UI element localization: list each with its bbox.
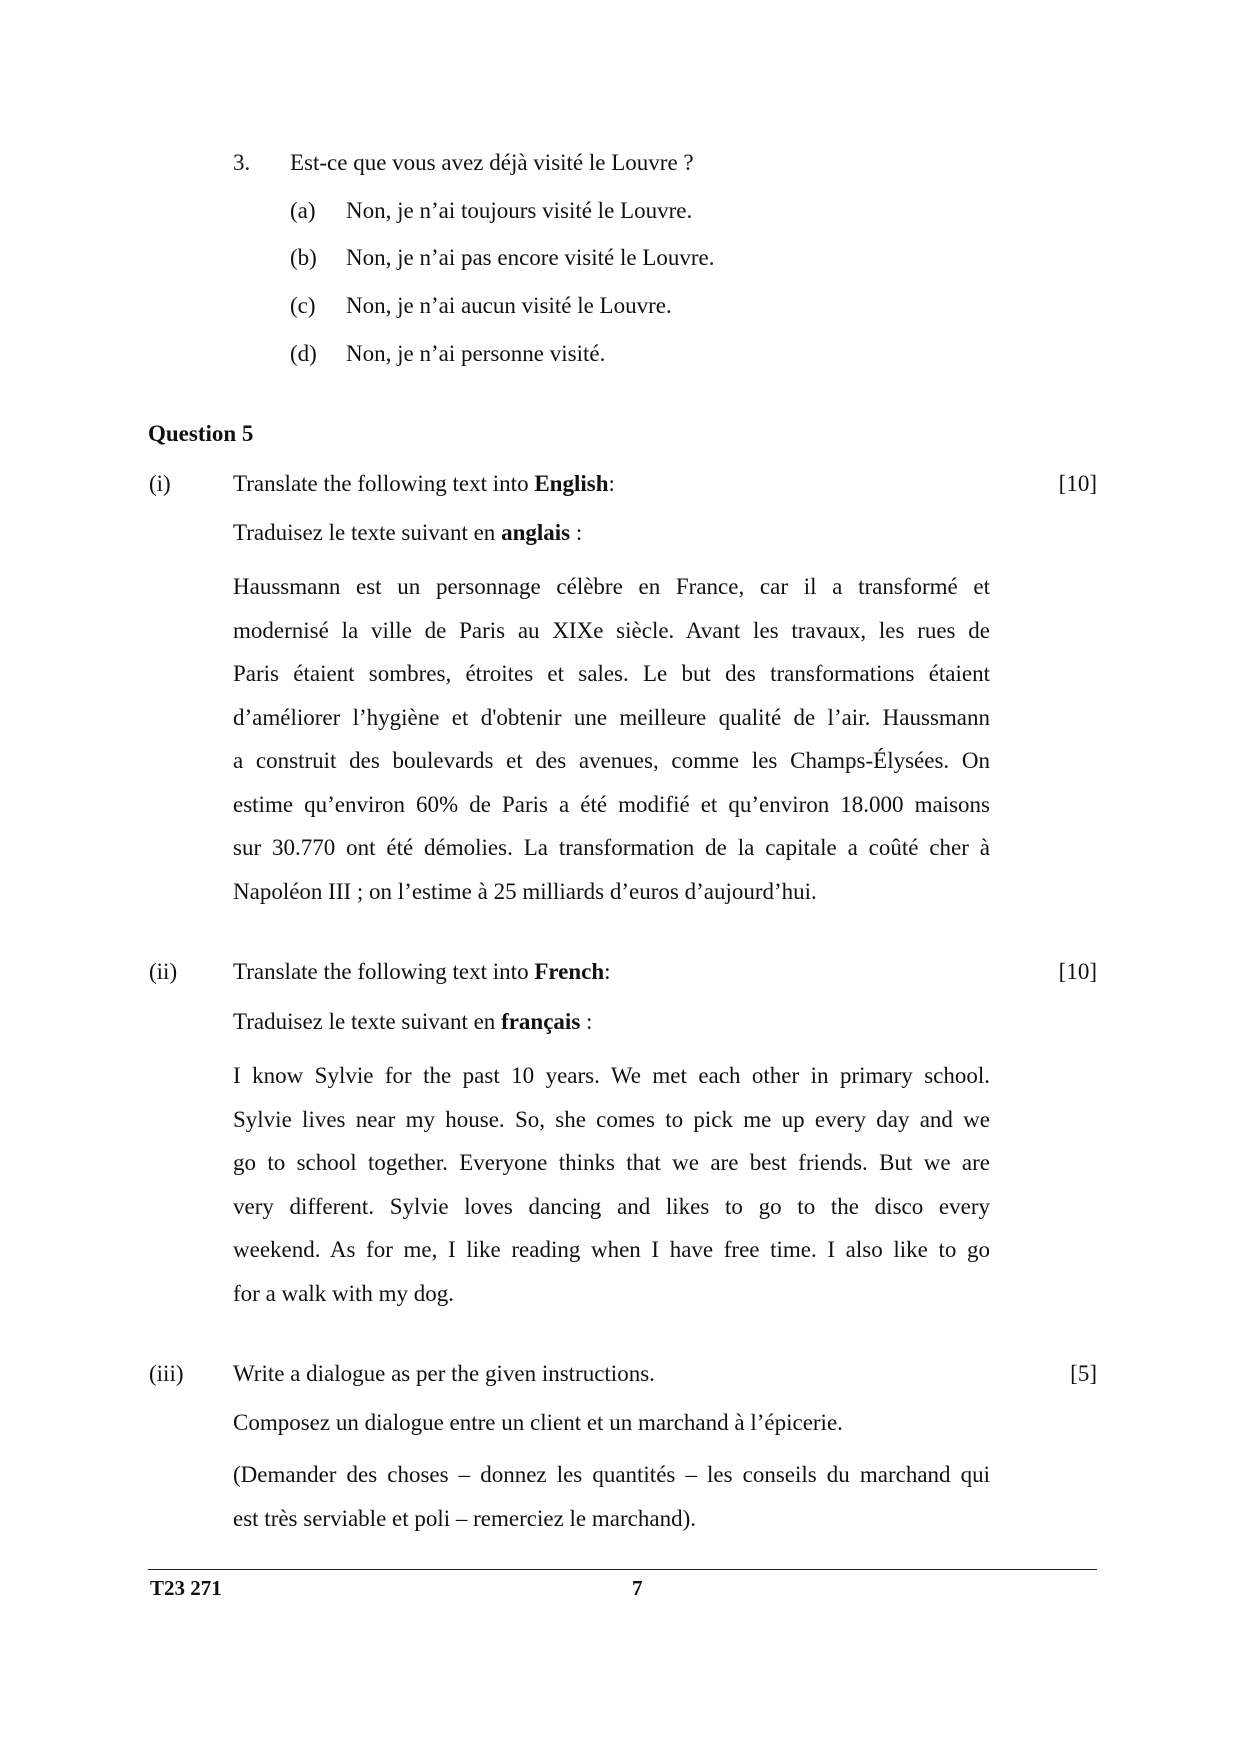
- details-line: (Demander des choses – donnez les quantités – les conseils du marchand qui: [233, 1462, 990, 1487]
- option-c-label: (c): [290, 293, 316, 318]
- part-iii-french-instruction: Composez un dialogue entre un client et un marchand à l’épicerie.: [233, 1410, 843, 1435]
- french-instruction-suffix: :: [580, 1009, 593, 1034]
- passage-line: Paris étaient sombres, étroites et sales. Le but des transformations étaient: [233, 661, 990, 686]
- french-target-language: anglais: [501, 520, 571, 545]
- passage-line: Sylvie lives near my house. So, she comes to pick me up every day and we: [233, 1106, 990, 1132]
- part-iii-details: [233, 1453, 990, 1540]
- footer-divider: [148, 1569, 1097, 1570]
- part-ii-label: (ii): [149, 959, 178, 984]
- passage-line: sur 30.770 ont été démolies. La transformation de la capitale a coûté cher à: [233, 835, 990, 860]
- passage-line: modernisé la ville de Paris au XIXe siècle. Avant les travaux, les rues de: [233, 617, 990, 643]
- part-iii-label: (iii): [149, 1361, 184, 1386]
- paper-code: T23 271: [150, 1576, 222, 1600]
- passage-line: for a walk with my dog.: [233, 1280, 455, 1306]
- passage-line: d’améliorer l’hygiène et d'obtenir une meilleure qualité de l’air. Haussmann: [233, 704, 990, 730]
- part-i-marks: [10]: [1058, 471, 1097, 496]
- option-a-text: Non, je n’ai toujours visité le Louvre.: [346, 198, 693, 223]
- passage-line: Haussmann est un personnage célèbre en France, car il a transformé et: [233, 574, 990, 599]
- option-d-text: Non, je n’ai personne visité.: [346, 341, 606, 366]
- part-i-passage: [233, 565, 990, 913]
- french-instruction-prefix: Traduisez le texte suivant en: [233, 1009, 502, 1034]
- french-target-language: français: [501, 1009, 581, 1034]
- part-i-label: (i): [149, 471, 171, 496]
- french-instruction-suffix: :: [570, 520, 583, 545]
- french-instruction-prefix: Traduisez le texte suivant en: [233, 520, 502, 545]
- part-ii-french-instruction: [233, 1009, 592, 1035]
- part-ii-marks: [10]: [1058, 959, 1097, 984]
- target-language: English: [534, 471, 609, 496]
- option-c-text: Non, je n’ai aucun visité le Louvre.: [346, 293, 672, 318]
- passage-line: Napoléon III ; on l’estime à 25 milliards d’euros d’aujourd’hui.: [233, 878, 817, 904]
- passage-line: go to school together. Everyone thinks that we are best friends. But we are: [233, 1150, 990, 1175]
- part-i-instruction: [233, 471, 615, 497]
- part-iii-instruction: Write a dialogue as per the given instructions.: [233, 1361, 655, 1386]
- instruction-suffix: :: [604, 959, 611, 984]
- option-d-label: (d): [290, 341, 317, 366]
- instruction-prefix: Translate the following text into: [233, 471, 535, 496]
- passage-line: weekend. As for me, I like reading when I have free time. I also like to go: [233, 1237, 990, 1262]
- passage-line: estime qu’environ 60% de Paris a été modifié et qu’environ 18.000 maisons: [233, 791, 990, 817]
- option-b-label: (b): [290, 245, 317, 270]
- instruction-suffix: :: [608, 471, 615, 496]
- instruction-prefix: Translate the following text into: [233, 959, 535, 984]
- question-3-number: 3.: [233, 150, 251, 175]
- part-iii-marks: [5]: [1070, 1361, 1097, 1386]
- question-3-text: Est-ce que vous avez déjà visité le Louvre ?: [290, 150, 694, 175]
- passage-line: I know Sylvie for the past 10 years. We met each other in primary school.: [233, 1063, 990, 1088]
- question-5-heading: Question 5: [148, 421, 254, 446]
- part-ii-passage: [233, 1054, 990, 1315]
- passage-line: very different. Sylvie loves dancing and likes to go to the disco every: [233, 1193, 990, 1219]
- option-a-label: (a): [290, 198, 316, 223]
- passage-line: a construit des boulevards et des avenues, comme les Champs-Élysées. On: [233, 748, 990, 773]
- part-ii-instruction: [233, 959, 611, 985]
- part-i-french-instruction: [233, 520, 582, 546]
- details-line: est très serviable et poli – remerciez le marchand).: [233, 1505, 696, 1531]
- option-b-text: Non, je n’ai pas encore visité le Louvre.: [346, 245, 715, 270]
- target-language: French: [534, 959, 605, 984]
- page-number: 7: [632, 1576, 643, 1600]
